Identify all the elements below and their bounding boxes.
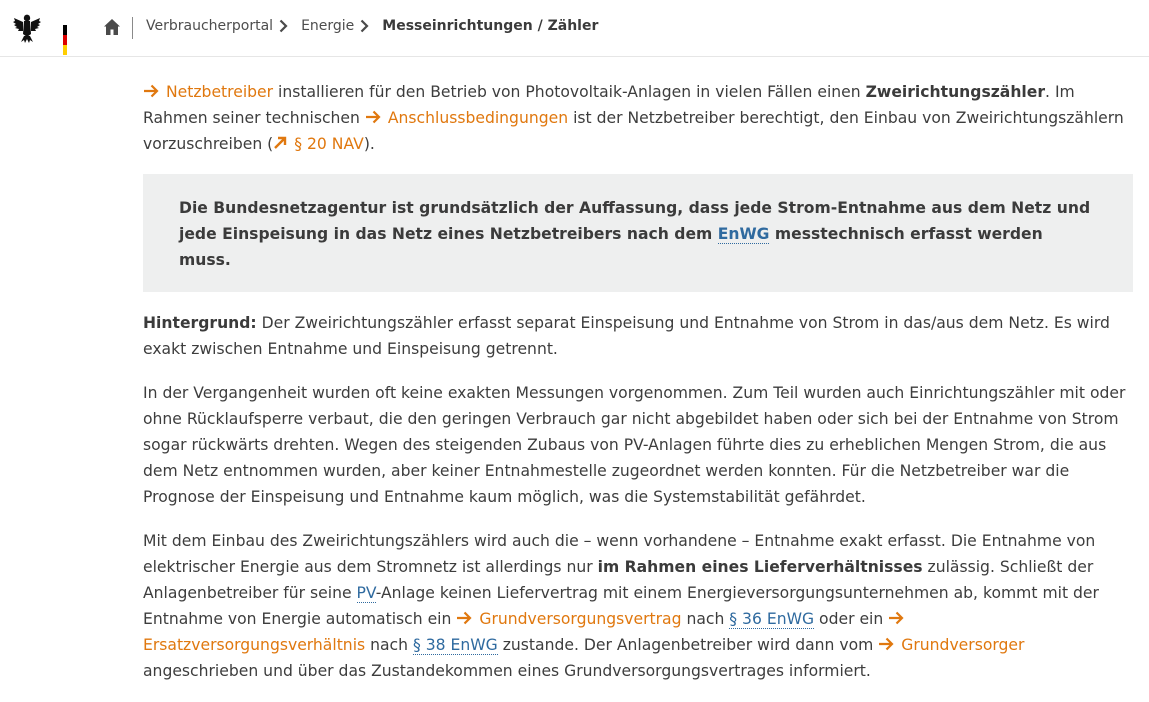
text-segment: zulässig. Schließt der Anlagenbetreiber für seine [143, 558, 1094, 602]
link-grundversorger[interactable] [878, 636, 1024, 654]
german-flag [63, 25, 67, 55]
paragraph-intro [143, 79, 1133, 157]
link-anschlussbedingungen[interactable] [365, 109, 568, 127]
external-link-icon [273, 136, 287, 150]
link-netzbetreiber[interactable] [143, 83, 273, 101]
link-nav-label: § 20 NAV [294, 135, 364, 153]
federal-eagle-icon [12, 12, 42, 44]
bold-lieferverhaeltnis: im Rahmen eines Lieferverhältnisses [597, 558, 923, 576]
flag-stripe-gold [63, 45, 67, 55]
breadcrumb [146, 18, 598, 34]
arrow-right-icon [365, 110, 381, 124]
link-anschlussbedingungen-label: Anschlussbedingungen [387, 109, 569, 127]
link-nav-external[interactable] [273, 135, 364, 153]
text-segment: installieren für den Betrieb von Photovoltaik-Anlagen in vielen Fällen einen [273, 83, 866, 101]
text-segment: ist der Netzbetreiber berechtigt, den Einbau von Zweirichtungszählern vorzuschreiben ( [143, 109, 1124, 153]
paragraph-vergangenheit [143, 380, 1133, 510]
arrow-right-icon [888, 611, 904, 625]
paragraph-hintergrund [143, 310, 1133, 362]
text-segment: In der Vergangenheit wurden oft keine exakten Messungen vorgenommen. Zum Teil wurden auch Einrichtungszähler mit oder ohne Rücklaufsperre verbaut, die den geringen Verbrauch gar nicht abgebildet haben oder sich bei der Entnahme von Strom sogar rückwärts drehten. Wegen des steigenden Zubaus von PV-Anlagen führte dies zu erheblichen Mengen Strom, die aus dem Netz entnommen wurden, aber keiner Entnahmestelle zugeordnet werden konnten. Für die Netzbetreiber war die Prognose der Einspeisung und Entnahme kaum möglich, was die Systemstabilität gefährdet. [143, 384, 1126, 506]
text-segment: angeschrieben und über das Zustandekommen eines Grundversorgungsvertrages informiert. [143, 662, 871, 680]
text-segment: ). [363, 135, 375, 153]
link-grundversorgungsvertrag[interactable] [456, 610, 681, 628]
text-segment: nach [681, 610, 730, 628]
bold-zweirichtungszaehler: Zweirichtungszähler [865, 83, 1046, 101]
site-header [0, 0, 1149, 57]
text-segment: oder ein [814, 610, 889, 628]
text-segment: zustande. Der Anlagenbetreiber wird dann vom [497, 636, 879, 654]
link-pv-abbr[interactable]: PV [356, 584, 376, 602]
breadcrumb-item-current: Messeinrichtungen / Zähler [382, 18, 599, 34]
info-box-text [179, 195, 1097, 273]
text-segment: . Im Rahmen seiner technischen [143, 83, 1075, 127]
chevron-right-icon [360, 19, 369, 33]
breadcrumb-divider [132, 17, 133, 39]
chevron-right-icon [279, 19, 288, 33]
info-box [143, 174, 1133, 292]
label-hintergrund: Hintergrund: [143, 314, 257, 332]
arrow-right-icon [456, 611, 472, 625]
link-netzbetreiber-label: Netzbetreiber [166, 83, 274, 101]
home-icon[interactable] [103, 18, 121, 36]
link-ersatzversorgungsverhaeltnis-label: Ersatzversorgungsverhältnis [143, 636, 366, 654]
link-paragraph-38-enwg[interactable]: § 38 EnWG [412, 636, 498, 654]
flag-stripe-red [63, 35, 67, 45]
text-segment: messtechnisch erfasst werden muss. [179, 225, 1043, 269]
arrow-right-icon [143, 84, 159, 98]
flag-stripe-black [63, 25, 67, 35]
breadcrumb-item-energie[interactable]: Energie [301, 18, 355, 34]
text-segment: nach [365, 636, 413, 654]
text-segment: Der Zweirichtungszähler erfasst separat Einspeisung und Entnahme von Strom in das/aus dem Netz. Es wird exakt zwischen Entnahme und Einspeisung getrennt. [143, 314, 1110, 358]
link-paragraph-36-enwg[interactable]: § 36 EnWG [729, 610, 815, 628]
text-segment: -Anlage keinen Liefervertrag mit einem Energieversorgungsunternehmen ab, kommt mit der Entnahme von Energie automatisch ein [143, 584, 1099, 628]
paragraph-einbau [143, 528, 1133, 684]
text-segment: Mit dem Einbau des Zweirichtungszählers wird auch die – wenn vorhandene – Entnahme exakt erfasst. Die Entnahme von elektrischer Energie aus dem Stromnetz ist allerdings nur [143, 532, 1096, 576]
link-grundversorger-label: Grundversorger [901, 636, 1025, 654]
link-enwg-abbr[interactable]: EnWG [717, 225, 770, 243]
breadcrumb-item-verbraucherportal[interactable]: Verbraucherportal [146, 18, 274, 34]
main-content [143, 79, 1133, 702]
link-grundversorgungsvertrag-label: Grundversorgungsvertrag [479, 610, 682, 628]
federal-logo[interactable] [12, 12, 62, 44]
text-segment: Die Bundesnetzagentur ist grundsätzlich der Auffassung, dass jede Strom-Entnahme aus dem Netz und jede Einspeisung in das Netz eines Netzbetreibers nach dem [179, 199, 1091, 243]
arrow-right-icon [878, 637, 894, 651]
